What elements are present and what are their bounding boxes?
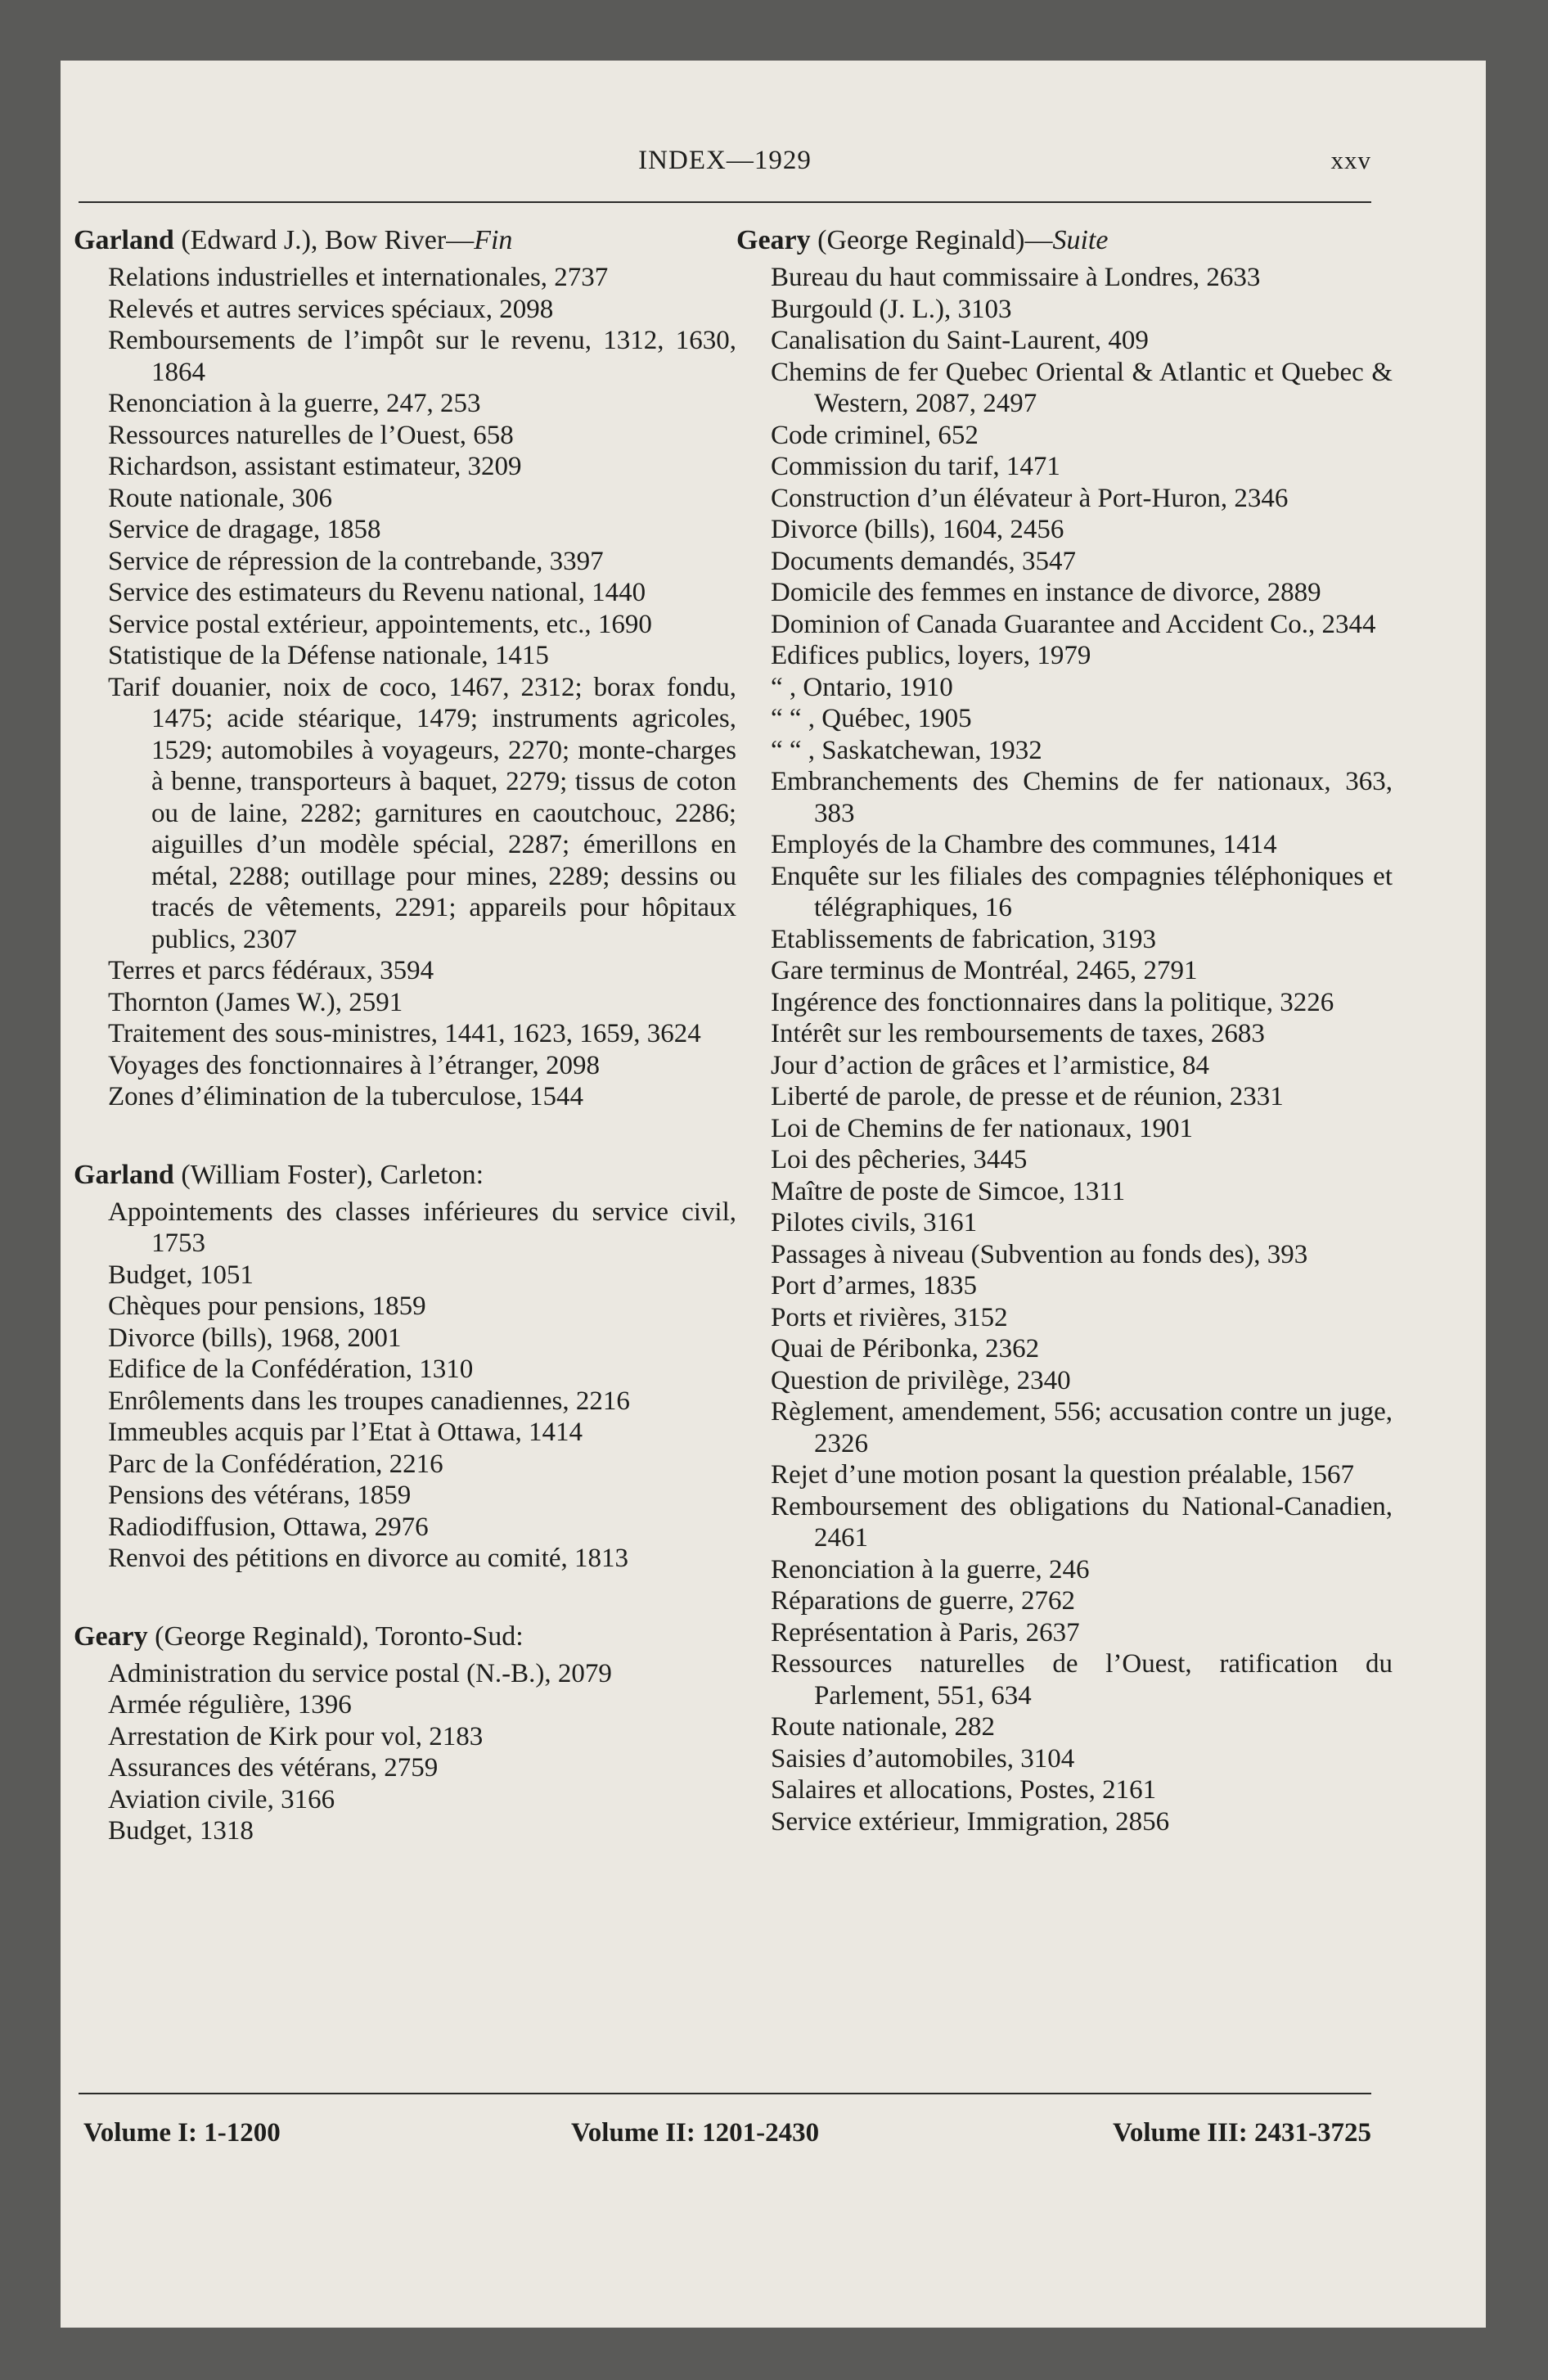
index-entry: Réparations de guerre, 2762 — [771, 1586, 1076, 1616]
index-entry: Dominion of Canada Guarantee and Accident Co., 2344 — [771, 609, 1376, 639]
index-entry: Enquête sur les filiales des compagnies téléphoniques et télégraphiques, 16 — [771, 861, 1393, 922]
index-entry: Parc de la Confédération, 2216 — [108, 1449, 443, 1479]
index-entry: Employés de la Chambre des communes, 1414 — [771, 830, 1277, 859]
volume-footer — [79, 2118, 1371, 2157]
index-entry: Chèques pour pensions, 1859 — [108, 1291, 426, 1321]
index-entry: Saisies d’automobiles, 3104 — [771, 1743, 1075, 1774]
index-entry: Assurances des vétérans, 2759 — [108, 1753, 439, 1783]
heading-detail: (George Reginald)— — [810, 225, 1053, 255]
index-entry: Question de privilège, 2340 — [771, 1365, 1071, 1395]
index-entry: Construction d’un élévateur à Port-Huron, 2346 — [771, 483, 1289, 513]
section-gap — [74, 1575, 736, 1606]
index-entry: Bureau du haut commissaire à Londres, 2633 — [771, 263, 1261, 292]
index-heading — [74, 1159, 736, 1192]
index-entry: Edifices publics, loyers, 1979 — [771, 641, 1091, 670]
index-column-right — [736, 214, 1393, 1837]
section-gap — [74, 1113, 736, 1144]
index-entry: Renvoi des pétitions en divorce au comité, 1813 — [108, 1544, 629, 1573]
index-entry: Jour d’action de grâces et l’armistice, 84 — [771, 1050, 1210, 1080]
heading-continuation: Suite — [1052, 225, 1109, 255]
index-heading — [736, 224, 1393, 257]
index-entry: Service postal extérieur, appointements, etc., 1690 — [108, 609, 652, 639]
index-entry: Intérêt sur les remboursements de taxes, 2683 — [771, 1019, 1265, 1048]
index-entry: Service extérieur, Immigration, 2856 — [771, 1806, 1170, 1837]
heading-name: Geary — [74, 1620, 148, 1652]
index-entry: Service de répression de la contrebande, 3397 — [108, 546, 604, 576]
index-entry: Port d’armes, 1835 — [771, 1271, 978, 1300]
index-entry: Pensions des vétérans, 1859 — [108, 1481, 412, 1510]
index-entry: Rejet d’une motion posant la question préalable, 1567 — [771, 1460, 1354, 1490]
heading-name: Geary — [736, 225, 811, 255]
index-entry: Zones d’élimination de la tuberculose, 1544 — [108, 1082, 584, 1111]
page-title: INDEX—1929 — [638, 146, 812, 175]
index-entry: Commission du tarif, 1471 — [771, 452, 1060, 481]
index-entry: Relevés et autres services spéciaux, 2098 — [108, 294, 554, 324]
index-entry: Documents demandés, 3547 — [771, 546, 1077, 576]
index-entry: Route nationale, 282 — [771, 1712, 996, 1742]
index-entry: Ingérence des fonctionnaires dans la politique, 3226 — [771, 987, 1334, 1017]
index-entry: Chemins de fer Quebec Oriental & Atlantic et Quebec & Western, 2087, 2497 — [771, 357, 1393, 418]
index-entry: Pilotes civils, 3161 — [771, 1208, 978, 1237]
index-entry: Voyages des fonctionnaires à l’étranger, 2098 — [108, 1050, 601, 1080]
index-entry: Richardson, assistant estimateur, 3209 — [108, 452, 522, 481]
index-heading — [74, 224, 736, 257]
index-entry: Remboursements de l’impôt sur le revenu, 1312, 1630, 1864 — [108, 326, 736, 387]
index-entry: Ressources naturelles de l’Ouest, ratification du Parlement, 551, 634 — [771, 1649, 1393, 1711]
header-divider — [79, 201, 1371, 203]
index-entry: Burgould (J. L.), 3103 — [771, 294, 1012, 324]
index-entry: Code criminel, 652 — [771, 420, 979, 450]
page-number: xxv — [1330, 146, 1371, 174]
index-entry: Ressources naturelles de l’Ouest, 658 — [108, 420, 514, 450]
index-entry: Etablissements de fabrication, 3193 — [771, 924, 1157, 954]
index-entry: Domicile des femmes en instance de divorce, 2889 — [771, 578, 1321, 607]
index-entry: Loi de Chemins de fer nationaux, 1901 — [771, 1113, 1193, 1143]
index-entry: Aviation civile, 3166 — [108, 1784, 335, 1814]
index-entry: Remboursement des obligations du National-Canadien, 2461 — [771, 1491, 1393, 1553]
index-entry: Renonciation à la guerre, 246 — [771, 1554, 1090, 1584]
heading-name: Garland — [74, 225, 174, 255]
index-entry: Budget, 1051 — [108, 1260, 254, 1290]
heading-name: Garland — [74, 1159, 174, 1190]
index-entry: Terres et parcs fédéraux, 3594 — [108, 956, 434, 985]
heading-detail: (Edward J.), Bow River— — [173, 225, 475, 255]
index-entry: Liberté de parole, de presse et de réunion, 2331 — [771, 1082, 1284, 1111]
index-column-left — [74, 214, 736, 1847]
index-entry: Relations industrielles et internationales, 2737 — [108, 263, 609, 292]
index-entry: Quai de Péribonka, 2362 — [771, 1334, 1040, 1364]
index-entry: “ “ , Québec, 1905 — [771, 704, 972, 733]
index-entry: Traitement des sous-ministres, 1441, 1623, 1659, 3624 — [108, 1019, 701, 1048]
index-entry: Passages à niveau (Subvention au fonds des), 393 — [771, 1239, 1308, 1269]
heading-continuation: Fin — [474, 225, 513, 255]
footer-divider — [79, 2093, 1371, 2094]
heading-detail: (George Reginald), Toronto-Sud: — [147, 1620, 524, 1652]
index-entry: Maître de poste de Simcoe, 1311 — [771, 1176, 1126, 1206]
index-entry: Edifice de la Confédération, 1310 — [108, 1355, 474, 1384]
index-entry: Divorce (bills), 1604, 2456 — [771, 515, 1064, 544]
index-entry: Gare terminus de Montréal, 2465, 2791 — [771, 956, 1198, 985]
volume-2-range: Volume II: 1201-2430 — [571, 2118, 820, 2148]
index-entry: Enrôlements dans les troupes canadiennes, 2216 — [108, 1386, 630, 1416]
index-entry: Administration du service postal (N.-B.), 2079 — [108, 1658, 612, 1688]
index-entry: Ports et rivières, 3152 — [771, 1302, 1008, 1332]
index-entry: Service de dragage, 1858 — [108, 515, 381, 544]
index-entry: Appointements des classes inférieures du service civil, 1753 — [108, 1197, 736, 1258]
volume-3-range: Volume III: 2431-3725 — [1113, 2118, 1371, 2148]
index-entry: Canalisation du Saint-Laurent, 409 — [771, 326, 1149, 355]
index-entry: Arrestation de Kirk pour vol, 2183 — [108, 1721, 484, 1751]
index-entry: Route nationale, 306 — [108, 483, 333, 513]
index-entry: “ , Ontario, 1910 — [771, 672, 953, 702]
index-entry: Divorce (bills), 1968, 2001 — [108, 1323, 402, 1353]
index-entry: Règlement, amendement, 556; accusation contre un juge, 2326 — [771, 1397, 1393, 1458]
index-entry: Radiodiffusion, Ottawa, 2976 — [108, 1512, 429, 1542]
index-entry: Représentation à Paris, 2637 — [771, 1617, 1080, 1648]
index-heading — [74, 1620, 736, 1653]
index-entry: Service des estimateurs du Revenu national, 1440 — [108, 578, 646, 607]
index-entry: Statistique de la Défense nationale, 1415 — [108, 641, 549, 670]
index-entry: Immeubles acquis par l’Etat à Ottawa, 1414 — [108, 1418, 583, 1447]
volume-1-range: Volume I: 1-1200 — [83, 2118, 281, 2148]
heading-detail: (William Foster), Carleton: — [173, 1159, 484, 1190]
page-header — [79, 146, 1371, 182]
index-entry: Tarif douanier, noix de coco, 1467, 2312; borax fondu, 1475; acide stéarique, 1479; instruments agricoles, 1529; automobiles à voyageurs, 2270; monte-charges à benne, transporteurs à baquet, 2279; tissus de coton ou de laine, 2282; garnitures en caoutchouc, 2286; aiguilles d’un modèle spécial, 2287; émerillons en métal, 2288; outillage pour mines, 2289; dessins ou tracés de vêtements, 2291; appareils pour hôpitaux publics, 2307 — [108, 672, 736, 954]
index-entry: Armée régulière, 1396 — [108, 1690, 352, 1720]
index-entry: Budget, 1318 — [108, 1816, 254, 1846]
index-entry: Salaires et allocations, Postes, 2161 — [771, 1775, 1157, 1805]
index-entry: Embranchements des Chemins de fer nationaux, 363, 383 — [771, 767, 1393, 828]
index-entry: Thornton (James W.), 2591 — [108, 987, 403, 1017]
index-entry: Loi des pêcheries, 3445 — [771, 1145, 1028, 1174]
index-entry: “ “ , Saskatchewan, 1932 — [771, 735, 1042, 765]
index-entry: Renonciation à la guerre, 247, 253 — [108, 389, 481, 418]
